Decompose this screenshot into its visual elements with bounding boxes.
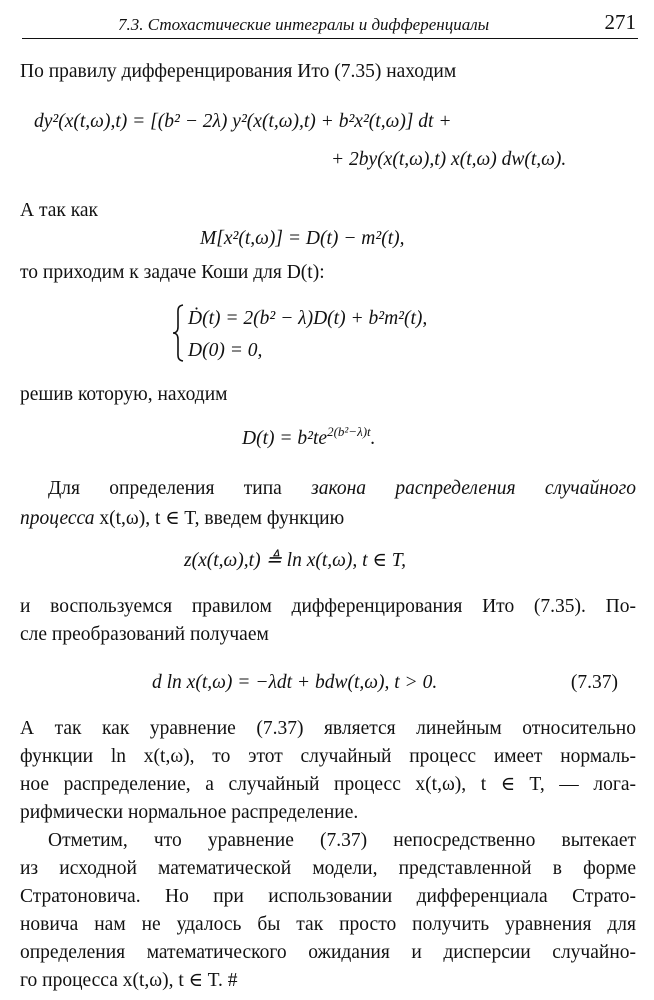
paragraph-linear-line4: рифмически нормальное распределение. bbox=[20, 802, 359, 823]
page-header bbox=[22, 6, 638, 39]
paragraph-stratonovich-line3: Стратоновича. Но при использовании дифференциала Страто- bbox=[20, 886, 636, 907]
page-number: 271 bbox=[604, 10, 636, 34]
paragraph-ito-again-line2: сле преобразований получаем bbox=[20, 624, 269, 645]
formula-variance-solution: $D(t) = b^2te^{2(b^2-\lambda)t}$. bbox=[242, 424, 376, 449]
paragraph-distribution-line1: Для определения типа закона распределения случайного bbox=[48, 478, 636, 499]
paragraph-linear-line1: А так как уравнение (7.37) является линейным относительно bbox=[20, 718, 636, 739]
formula-log-function: z(x(t,ω),t) ≜ ln x(t,ω), t ∈ T, bbox=[184, 550, 407, 571]
paragraph-a-tak-kak: А так как bbox=[20, 200, 99, 221]
paragraph-stratonovich-line5: определения математического ожидания и дисперсии случайно- bbox=[20, 942, 636, 963]
paragraph-ito-again-line1: и воспользуемся правилом дифференцирования Ито (7.35). По- bbox=[20, 596, 636, 617]
system-equation-1: Ḋ(t) = 2(b² − λ)D(t) + b²m²(t), bbox=[188, 308, 428, 329]
formula-7-37: d ln x(t,ω) = −λdt + bdw(t,ω), t > 0. (7.37) bbox=[152, 668, 636, 698]
formula-expectation: M[x²(t,ω)] = D(t) − m²(t), bbox=[200, 228, 405, 249]
paragraph-stratonovich-line2: из исходной математической модели, представленной в форме bbox=[20, 858, 636, 879]
term-process: процесса bbox=[20, 508, 95, 529]
formula-dy2-line1: dy²(x(t,ω),t) = [(b² − 2λ) y²(x(t,ω),t) + b²x²(t,ω)] dt + bbox=[34, 111, 452, 132]
paragraph-ito-rule: По правилу дифференцирования Ито (7.35) находим bbox=[20, 61, 457, 82]
paragraph-distribution-line2: процесса x(t,ω), t ∈ T, введем функцию bbox=[20, 508, 345, 529]
paragraph-solving: решив которую, находим bbox=[20, 384, 228, 405]
paragraph-stratonovich-line6: го процесса x(t,ω), t ∈ T. # bbox=[20, 970, 238, 991]
paragraph-linear-line3: ное распределение, а случайный процесс x(t,ω), t ∈ T, — лога- bbox=[20, 774, 636, 795]
term-distribution-law: закона распределения случайного bbox=[311, 478, 636, 499]
running-title: 7.3. Стохастические интегралы и дифференциалы bbox=[118, 15, 490, 34]
system-brace bbox=[172, 304, 184, 362]
paragraph-cauchy-problem: то приходим к задаче Коши для D(t): bbox=[20, 262, 325, 283]
paragraph-linear-line2: функции ln x(t,ω), то этот случайный процесс имеет нормаль- bbox=[20, 746, 636, 767]
paragraph-stratonovich-line4: новича нам не удалось бы так просто получить уравнения для bbox=[20, 914, 636, 935]
system-equation-2: D(0) = 0, bbox=[188, 340, 263, 361]
formula-dy2-line2: + 2by(x(t,ω),t) x(t,ω) dw(t,ω). bbox=[331, 149, 567, 170]
paragraph-stratonovich-line1: Отметим, что уравнение (7.37) непосредственно вытекает bbox=[48, 830, 636, 851]
equation-number: (7.37) bbox=[570, 672, 618, 693]
